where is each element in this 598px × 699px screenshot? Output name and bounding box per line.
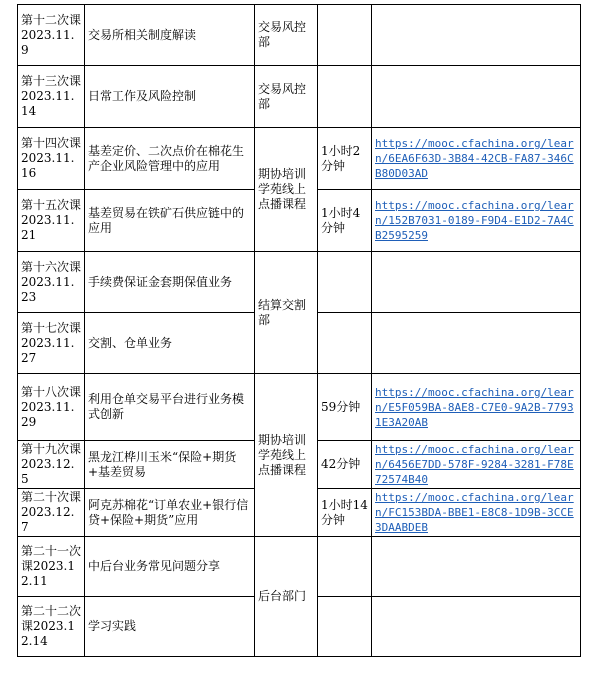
table-row <box>18 128 581 190</box>
topic-text: 利用仓单交易平台进行业务模式创新 <box>88 392 245 421</box>
topic-text: 阿克苏棉花“订单农业+银行信贷+保险+期货”应用 <box>88 497 249 527</box>
duration-text: 1小时4分钟 <box>321 205 361 235</box>
session-text: 第二十二次课2023.12.14 <box>21 604 82 648</box>
session-text: 第十四次课2023.11.16 <box>21 136 82 180</box>
dept-text: 结算交割部 <box>258 297 307 327</box>
topic-text: 交割、仓单业务 <box>88 335 173 350</box>
topic-cell <box>85 66 255 128</box>
link-cell <box>372 252 581 313</box>
topic-text: 基差贸易在铁矿石供应链中的应用 <box>88 205 245 235</box>
topic-text: 学习实践 <box>88 619 137 633</box>
session-text: 第十三次课2023.11.14 <box>21 74 82 118</box>
dept-cell <box>255 66 318 128</box>
duration-text: 1小时2分钟 <box>321 143 361 173</box>
dept-cell <box>255 537 318 657</box>
link-cell <box>372 128 581 190</box>
session-cell <box>18 597 85 657</box>
table-row <box>18 537 581 597</box>
course-link[interactable]: https://mooc.cfachina.org/learn/FC153BDA-BBE1-E8C8-1D9B-3CCE3DAABDEB <box>375 491 574 534</box>
duration-cell <box>318 537 372 597</box>
course-link[interactable]: https://mooc.cfachina.org/learn/6456E7DD-578F-9284-3281-F78E72574B40 <box>375 443 574 486</box>
session-cell <box>18 441 85 489</box>
topic-cell <box>85 5 255 66</box>
dept-text: 交易风控部 <box>258 81 307 111</box>
topic-cell <box>85 128 255 190</box>
topic-text: 交易所相关制度解读 <box>88 27 197 42</box>
session-text: 第十二次课2023.11.9 <box>21 12 82 57</box>
dept-cell <box>255 128 318 252</box>
session-text: 第十六次课2023.11.23 <box>21 259 82 304</box>
session-cell <box>18 128 85 190</box>
topic-text: 手续费保证金套期保值业务 <box>88 274 233 289</box>
session-cell <box>18 374 85 441</box>
link-cell <box>372 190 581 252</box>
link-cell <box>372 66 581 128</box>
duration-cell <box>318 252 372 313</box>
duration-cell <box>318 66 372 128</box>
session-text: 第二十次课2023.12.7 <box>21 490 82 534</box>
session-text: 第十五次课2023.11.21 <box>21 198 82 242</box>
duration-text: 42分钟 <box>321 457 361 471</box>
session-text: 第十九次课2023.12.5 <box>21 442 82 486</box>
duration-text: 59分钟 <box>321 399 361 414</box>
topic-cell <box>85 190 255 252</box>
session-cell <box>18 5 85 66</box>
duration-cell <box>318 313 372 374</box>
link-cell <box>372 489 581 537</box>
dept-text: 交易风控部 <box>258 20 307 49</box>
topic-text: 基差定价、二次点价在棉花生产企业风险管理中的应用 <box>88 143 245 173</box>
duration-cell <box>318 5 372 66</box>
duration-cell <box>318 374 372 441</box>
session-text: 第十八次课2023.11.29 <box>21 384 82 429</box>
session-cell <box>18 190 85 252</box>
course-link[interactable]: https://mooc.cfachina.org/learn/E5F059BA-8AE8-C7E0-9A2B-77931E3A20AB <box>375 385 574 429</box>
session-cell <box>18 66 85 128</box>
table-row <box>18 5 581 66</box>
session-cell <box>18 313 85 374</box>
topic-cell <box>85 441 255 489</box>
topic-cell <box>85 374 255 441</box>
topic-cell <box>85 537 255 597</box>
dept-cell <box>255 252 318 374</box>
course-link[interactable]: https://mooc.cfachina.org/learn/152B7031-0189-F9D4-E1D2-7A4CB2595259 <box>375 199 574 242</box>
topic-cell <box>85 252 255 313</box>
table-row <box>18 374 581 441</box>
session-cell <box>18 489 85 537</box>
duration-cell <box>318 128 372 190</box>
topic-cell <box>85 313 255 374</box>
course-schedule-table <box>17 4 581 657</box>
course-link[interactable]: https://mooc.cfachina.org/learn/6EA6F63D-3B84-42CB-FA87-346CB80D03AD <box>375 137 574 180</box>
link-cell <box>372 597 581 657</box>
link-cell <box>372 5 581 66</box>
topic-cell <box>85 597 255 657</box>
link-cell <box>372 441 581 489</box>
session-text: 第二十一次课2023.12.11 <box>21 544 82 588</box>
dept-cell <box>255 374 318 537</box>
duration-cell <box>318 190 372 252</box>
dept-text: 期协培训学苑线上点播课程 <box>258 432 307 477</box>
session-text: 第十七次课2023.11.27 <box>21 320 82 365</box>
dept-cell <box>255 5 318 66</box>
topic-text: 日常工作及风险控制 <box>88 89 197 103</box>
topic-cell <box>85 489 255 537</box>
dept-text: 期协培训学苑线上点播课程 <box>258 167 307 211</box>
session-cell <box>18 537 85 597</box>
table-row <box>18 66 581 128</box>
link-cell <box>372 374 581 441</box>
duration-cell <box>318 489 372 537</box>
duration-cell <box>318 597 372 657</box>
duration-cell <box>318 441 372 489</box>
link-cell <box>372 313 581 374</box>
duration-text: 1小时14分钟 <box>321 497 368 527</box>
session-cell <box>18 252 85 313</box>
link-cell <box>372 537 581 597</box>
dept-text: 后台部门 <box>258 589 307 603</box>
table-row <box>18 252 581 313</box>
topic-text: 中后台业务常见问题分享 <box>88 559 221 573</box>
topic-text: 黑龙江桦川玉米“保险+期货+基差贸易 <box>88 449 237 479</box>
